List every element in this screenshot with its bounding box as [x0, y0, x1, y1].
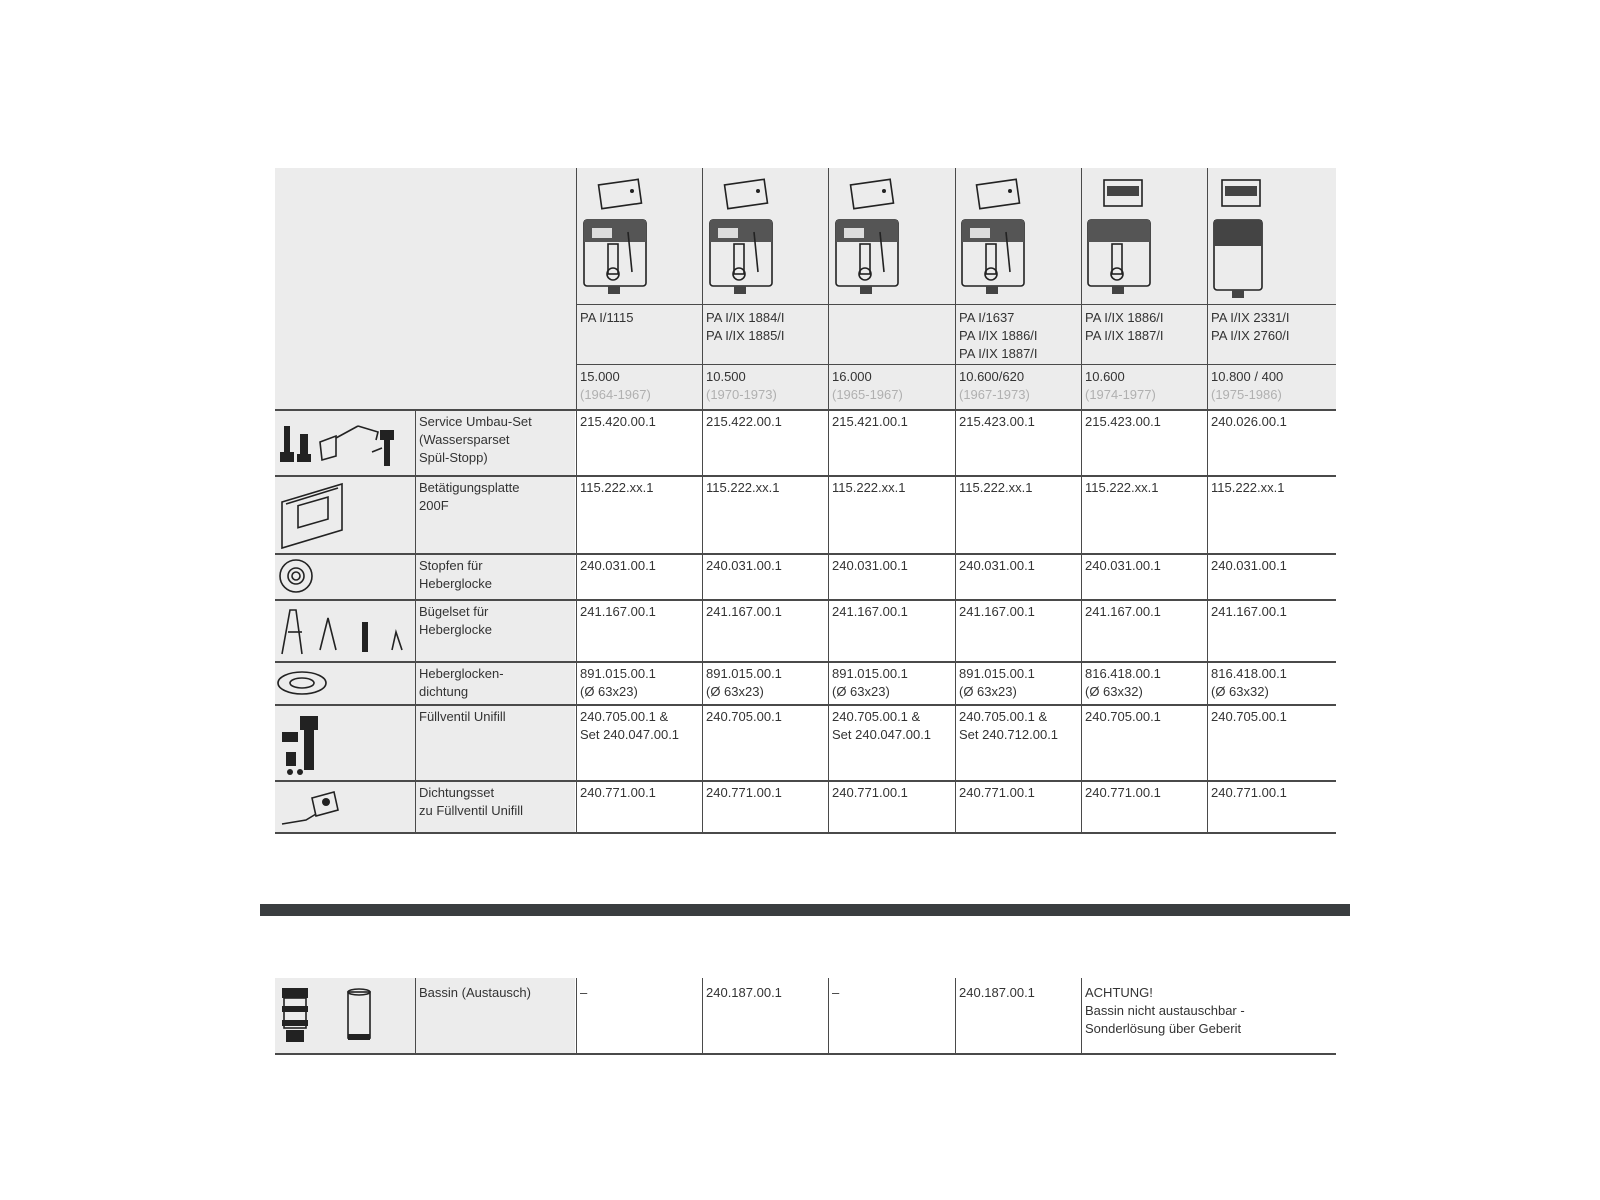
model-cell: PA I/IX 2331/I PA I/IX 2760/I: [1211, 310, 1290, 343]
bassin-value-4: 240.187.00.1: [959, 985, 1035, 1000]
row-label: Füllventil Unifill: [419, 709, 506, 724]
part-number-cell: 891.015.00.1 (Ø 63x23): [832, 666, 908, 699]
part-number-cell: 240.031.00.1: [959, 558, 1035, 573]
rule-7: [275, 780, 1336, 782]
row-label: Dichtungsset zu Füllventil Unifill: [419, 785, 524, 818]
section-separator-bar: [260, 904, 1350, 916]
service-set-icon: [276, 412, 412, 472]
part-number-cell: 241.167.00.1: [832, 604, 908, 619]
part-number-cell: 240.705.00.1: [1085, 709, 1161, 724]
part-number-cell: 240.705.00.1 & Set 240.047.00.1: [832, 709, 932, 742]
model-cell: PA I/1115: [580, 310, 634, 325]
code-cell: 16.000: [832, 369, 872, 384]
rule-model: [576, 304, 1336, 305]
part-number-cell: 240.705.00.1: [1211, 709, 1287, 724]
bassin-value-1: –: [580, 985, 588, 1000]
part-number-cell: 115.222.xx.1: [706, 480, 780, 495]
part-number-cell: 240.705.00.1 & Set 240.712.00.1: [959, 709, 1059, 742]
seal-ring-icon: [276, 666, 412, 700]
part-number-cell: 241.167.00.1: [706, 604, 782, 619]
seal-set-icon: [276, 784, 412, 828]
rule-2: [275, 475, 1336, 477]
part-number-cell: 241.167.00.1: [1085, 604, 1161, 619]
part-number-cell: 891.015.00.1 (Ø 63x23): [706, 666, 782, 699]
years-cell: (1967-1973): [959, 387, 1030, 402]
part-number-cell: 240.771.00.1: [580, 785, 656, 800]
rule-bassin: [275, 1053, 1336, 1055]
cistern-icon: [584, 179, 646, 294]
code-cell: 10.600/620: [959, 369, 1025, 384]
bassin-value-2: 240.187.00.1: [706, 985, 782, 1000]
vrule-b3: [828, 978, 829, 1054]
row-label: Heberglocken- dichtung: [419, 666, 504, 699]
years-cell: (1965-1967): [832, 387, 903, 402]
bracket-set-icon: [276, 602, 412, 658]
vrule-label: [415, 409, 416, 833]
model-cell: PA I/IX 1884/I PA I/IX 1885/I: [706, 310, 785, 343]
part-number-cell: 115.222.xx.1: [1211, 480, 1285, 495]
part-number-cell: 240.031.00.1: [706, 558, 782, 573]
part-number-cell: 115.222.xx.1: [1085, 480, 1159, 495]
code-cell: 10.800 / 400: [1211, 369, 1284, 384]
bassin-note: ACHTUNG! Bassin nicht austauschbar - Sonderlösung über Geberit: [1085, 985, 1245, 1036]
part-number-cell: 816.418.00.1 (Ø 63x32): [1085, 666, 1161, 699]
code-cell: 10.500: [706, 369, 746, 384]
part-number-cell: 215.423.00.1: [959, 414, 1035, 429]
rule-8: [275, 832, 1336, 834]
part-number-cell: 240.771.00.1: [706, 785, 782, 800]
row-label: Bügelset für Heberglocke: [419, 604, 492, 637]
bassin-value-3: –: [832, 985, 840, 1000]
rule-4: [275, 599, 1336, 601]
part-number-cell: 215.423.00.1: [1085, 414, 1161, 429]
vrule-b1: [576, 978, 577, 1054]
part-number-cell: 240.026.00.1: [1211, 414, 1287, 429]
actuator-plate-icon: [276, 478, 412, 550]
part-number-cell: 240.031.00.1: [1211, 558, 1287, 573]
part-number-cell: 115.222.xx.1: [832, 480, 906, 495]
model-cell: PA I/1637 PA I/IX 1886/I PA I/IX 1887/I: [959, 310, 1038, 361]
row-label: Stopfen für Heberglocke: [419, 558, 492, 591]
part-number-cell: 240.705.00.1: [706, 709, 782, 724]
code-cell: 10.600: [1085, 369, 1125, 384]
years-cell: (1975-1986): [1211, 387, 1282, 402]
vrule-c1: [576, 168, 577, 833]
part-number-cell: 115.222.xx.1: [959, 480, 1033, 495]
bassin-icon: [276, 982, 412, 1050]
part-number-cell: 215.422.00.1: [706, 414, 782, 429]
row-label: Betätigungsplatte 200F: [419, 480, 520, 513]
part-number-cell: 240.031.00.1: [1085, 558, 1161, 573]
rule-1: [275, 409, 1336, 411]
part-number-cell: 241.167.00.1: [959, 604, 1035, 619]
part-number-cell: 240.771.00.1: [959, 785, 1035, 800]
row-label: Service Umbau-Set (Wassersparset Spül-Stopp): [419, 414, 532, 465]
part-number-cell: 891.015.00.1 (Ø 63x23): [580, 666, 656, 699]
rule-3: [275, 553, 1336, 555]
part-number-cell: 241.167.00.1: [580, 604, 656, 619]
part-number-cell: 241.167.00.1: [1211, 604, 1287, 619]
part-number-cell: 115.222.xx.1: [580, 480, 654, 495]
years-cell: (1970-1973): [706, 387, 777, 402]
fill-valve-icon: [276, 708, 412, 778]
vrule-b5: [1081, 978, 1082, 1054]
years-cell: (1974-1977): [1085, 387, 1156, 402]
part-number-cell: 240.771.00.1: [832, 785, 908, 800]
vrule-b2: [702, 978, 703, 1054]
years-cell: (1964-1967): [580, 387, 651, 402]
part-number-cell: 215.420.00.1: [580, 414, 656, 429]
cistern-illustrations: [578, 172, 1336, 302]
part-number-cell: 240.031.00.1: [580, 558, 656, 573]
plug-icon: [276, 556, 412, 596]
vrule-b4: [955, 978, 956, 1054]
part-number-cell: 215.421.00.1: [832, 414, 908, 429]
rule-5: [275, 661, 1336, 663]
bassin-label: Bassin (Austausch): [419, 985, 531, 1000]
vrule-b-label: [415, 978, 416, 1054]
part-number-cell: 240.771.00.1: [1211, 785, 1287, 800]
part-number-cell: 240.705.00.1 & Set 240.047.00.1: [580, 709, 680, 742]
part-number-cell: 816.418.00.1 (Ø 63x32): [1211, 666, 1287, 699]
rule-6: [275, 704, 1336, 706]
part-number-cell: 240.031.00.1: [832, 558, 908, 573]
part-number-cell: 240.771.00.1: [1085, 785, 1161, 800]
rule-code: [576, 364, 1336, 365]
code-cell: 15.000: [580, 369, 620, 384]
part-number-cell: 891.015.00.1 (Ø 63x23): [959, 666, 1035, 699]
model-cell: PA I/IX 1886/I PA I/IX 1887/I: [1085, 310, 1164, 343]
